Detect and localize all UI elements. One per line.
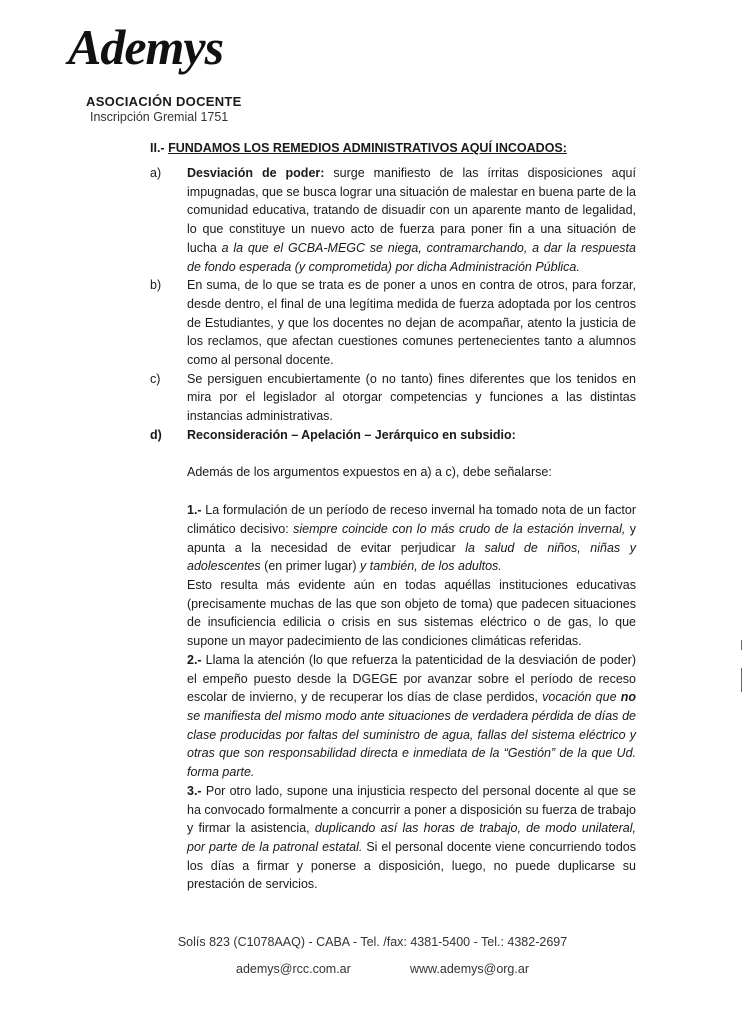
document-body <box>150 164 636 894</box>
point-2-italic: se manifiesta del mismo modo ante situaciones de verdadera pérdida de días de clase producidas por faltas del suministro de agua, fallas del sistema eléctrico y otras que son responsabilidad directa e inmediata de la “Gestión” de la que Ud. forma parte. <box>187 708 636 780</box>
scan-mark <box>741 668 742 692</box>
list-item-c <box>150 370 636 426</box>
intro-paragraph: Además de los argumentos expuestos en a) a c), debe señalarse: <box>187 464 552 479</box>
footer-website: www.ademys@org.ar <box>410 962 529 976</box>
point-2-italic: vocación que <box>542 690 617 705</box>
item-a-bold: Desviación de poder: <box>187 166 325 180</box>
item-c-text: Se persiguen encubiertamente (o no tanto) fines diferentes que los tenidos en mira por el legislador al otorgar competencias y funciones a las distintas instancias administrativas. <box>187 371 636 424</box>
point-1 <box>150 501 636 576</box>
item-a-italic: a la que el GCBA-MEGC se niega, contramarchando, a dar la respuesta de fondo esperada (y comprometida) por dicha Administración Pública. <box>187 240 636 274</box>
point-1-italic: la salud de niños, niñas y adolescentes <box>187 540 636 574</box>
list-item-b <box>150 276 636 370</box>
list-item-a <box>150 164 636 276</box>
point-1-text: La formulación de un período de receso invernal ha tomado nota de un factor climático decisivo: <box>187 503 636 536</box>
list-marker: d) <box>150 427 162 442</box>
point-1-text: (en primer lugar) <box>264 559 357 574</box>
item-a-text: surge manifiesto de las írritas disposiciones aquí impugnadas, que se busca lograr una situación de malestar en buena parte de la comunidad educativa, tratando de disuadir con un aparente manto de legalidad, lo que constituye un nuevo acto de fuerza para poner fin a una situación de lucha <box>187 166 636 255</box>
item-b-text: En suma, de lo que se trata es de poner a unos en contra de otros, para forzar, desde dentro, el final de una legítima medida de fuerza adoptada por los centros de Estudiantes, y que los docentes no dejan de acompañar, atento la justicia de los reclamos, que afectan cuestiones comunes pertenecientes tanto a alumnos como al personal docente. <box>187 278 636 368</box>
point-3-italic: duplicando así las horas de trabajo, de modo unilateral, por parte de la patronal estatal. <box>187 821 636 854</box>
scan-mark <box>741 640 742 650</box>
point-1-number: 1.- <box>187 503 202 518</box>
section-title: FUNDAMOS LOS REMEDIOS ADMINISTRATIVOS AQUÍ INCOADOS: <box>168 141 567 155</box>
point-3-text: Si el personal docente viene concurriendo todos los días a firmar y ponerse a disposición, luego, no puede duplicarse su prestación de servicios. <box>187 839 637 892</box>
list-item-d <box>150 426 636 445</box>
org-name: ASOCIACIÓN DOCENTE <box>86 94 242 109</box>
section-number: II.- <box>150 141 165 155</box>
list-marker: b) <box>150 278 162 293</box>
footer-email: ademys@rcc.com.ar <box>236 962 351 976</box>
point-1-continuation: Esto resulta más evidente aún en todas aquéllas instituciones educativas (precisamente muchas de las que son objeto de toma) que padecen situaciones de insuficiencia edilicia o crisis en sus sistemas eléctrico o de gas, lo que supone un mayor padecimiento de las condiciones climáticas referidas. <box>187 578 636 649</box>
registration-number: Inscripción Gremial 1751 <box>90 110 229 124</box>
point-3-number: 3.- <box>187 783 202 798</box>
point-3-text: Por otro lado, supone una injusticia respecto del personal docente al que se ha convocado formalmente a concurrir a poner a disposición su fuerza de trabajo y firmar la asistencia, <box>187 783 636 836</box>
section-heading <box>150 141 567 155</box>
point-2-text: Llama la atención (lo que refuerza la patenticidad de la desviación de poder) el empeño puesto desde la DGEGE por avanzar sobre el período de receso escolar de invierno, y de recuperar los días de clase perdidos, <box>187 652 636 705</box>
point-2-number: 2.- <box>187 652 202 667</box>
point-3 <box>150 782 636 894</box>
item-d-bold: Reconsideración – Apelación – Jerárquico en subsidio: <box>187 427 516 442</box>
footer-address: Solís 823 (C1078AAQ) - CABA - Tel. /fax: 4381-5400 - Tel.: 4382-2697 <box>177 935 568 949</box>
list-marker: a) <box>150 166 162 180</box>
point-1-italic: siempre coincide con lo más crudo de la estación invernal, <box>293 521 626 536</box>
point-1-text: y apunta a la necesidad de evitar perjudicar <box>187 521 636 555</box>
list-marker: c) <box>150 371 161 386</box>
point-1-italic: y también, de los adultos. <box>360 559 502 574</box>
point-2-bold-italic: no <box>620 690 636 705</box>
ademys-logo: Ademys <box>68 19 224 75</box>
point-2 <box>150 651 636 782</box>
